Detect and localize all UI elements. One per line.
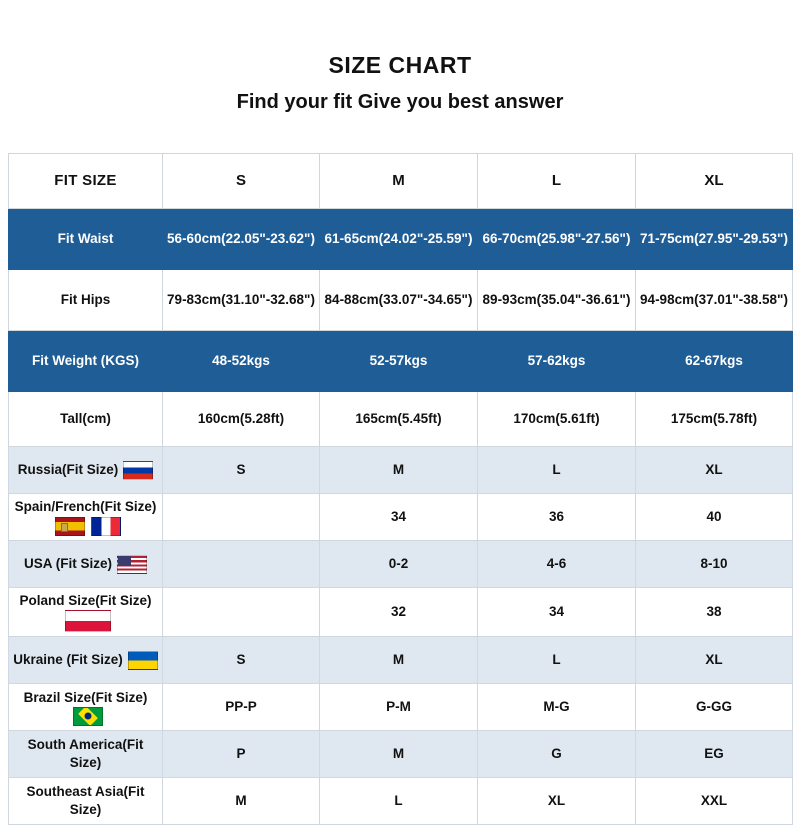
russia-flag-icon [123,461,153,480]
cell-tall-s: 160cm(5.28ft) [163,392,320,447]
cell-fit-waist-m: 61-65cm(24.02"-25.59") [320,209,478,270]
flag-group [65,610,111,632]
column-header-fit-size: FIT SIZE [9,154,163,209]
cell-poland-xl: 38 [636,588,793,637]
cell-spain-french-l: 36 [478,494,636,541]
cell-fit-hips-xl: 94-98cm(37.01"-38.58") [636,270,793,331]
row-label-usa-text: USA (Fit Size) [23,555,112,571]
row-label-poland [9,588,163,637]
column-header-m: M [320,154,478,209]
cell-usa-m: 0-2 [320,541,478,588]
cell-ukraine-s: S [163,637,320,684]
cell-fit-hips-m: 84-88cm(33.07"-34.65") [320,270,478,331]
cell-russia-m: M [320,447,478,494]
row-label-spain-french [9,494,163,541]
cell-russia-l: L [478,447,636,494]
table-row [9,588,793,637]
cell-fit-waist-l: 66-70cm(25.98"-27.56") [478,209,636,270]
cell-russia-xl: XL [636,447,793,494]
table-row [9,270,793,331]
cell-poland-l: 34 [478,588,636,637]
france-flag-icon [91,517,121,536]
flag-group [73,707,103,726]
cell-fit-hips-s: 79-83cm(31.10"-32.68") [163,270,320,331]
cell-southeast-asia-m: L [320,778,478,825]
row-label-south-america: South America(Fit Size) [9,731,163,778]
row-label-russia-text: Russia(Fit Size) [17,461,119,477]
column-header-l: L [478,154,636,209]
cell-brazil-xl: G-GG [636,684,793,731]
row-label-ukraine [9,637,163,684]
table-row [9,731,793,778]
table-row [9,209,793,270]
cell-tall-xl: 175cm(5.78ft) [636,392,793,447]
cell-tall-l: 170cm(5.61ft) [478,392,636,447]
cell-fit-waist-xl: 71-75cm(27.95"-29.53") [636,209,793,270]
row-label-brazil-text: Brazil Size(Fit Size) [23,689,148,705]
usa-flag-icon [117,555,147,574]
cell-south-america-l: G [478,731,636,778]
cell-brazil-l: M-G [478,684,636,731]
row-label-fit-waist: Fit Waist [9,209,163,270]
cell-usa-s [163,541,320,588]
row-label-fit-hips: Fit Hips [9,270,163,331]
row-label-brazil [9,684,163,731]
row-label-usa [9,541,163,588]
cell-fit-weight-l: 57-62kgs [478,331,636,392]
cell-usa-l: 4-6 [478,541,636,588]
table-row [9,392,793,447]
table-row [9,331,793,392]
cell-southeast-asia-s: M [163,778,320,825]
row-label-southeast-asia: Southeast Asia(Fit Size) [9,778,163,825]
cell-southeast-asia-xl: XXL [636,778,793,825]
table-row [9,541,793,588]
cell-ukraine-l: L [478,637,636,684]
flag-group [55,517,121,536]
column-header-xl: XL [636,154,793,209]
flag-group [117,555,147,574]
cell-southeast-asia-l: XL [478,778,636,825]
flag-group [128,651,158,670]
table-row [9,637,793,684]
table-row [9,447,793,494]
cell-poland-m: 32 [320,588,478,637]
page-subtitle: Find your fit Give you best answer [236,90,564,113]
cell-brazil-m: P-M [320,684,478,731]
table-row [9,778,793,825]
cell-fit-weight-xl: 62-67kgs [636,331,793,392]
row-label-ukraine-text: Ukraine (Fit Size) [13,651,123,667]
cell-south-america-s: P [163,731,320,778]
brazil-flag-icon [73,707,103,726]
cell-fit-weight-m: 52-57kgs [320,331,478,392]
column-header-s: S [163,154,320,209]
row-label-poland-text: Poland Size(Fit Size) [19,593,152,608]
cell-south-america-m: M [320,731,478,778]
cell-fit-hips-l: 89-93cm(35.04"-36.61") [478,270,636,331]
cell-fit-waist-s: 56-60cm(22.05"-23.62") [163,209,320,270]
cell-spain-french-xl: 40 [636,494,793,541]
cell-brazil-s: PP-P [163,684,320,731]
flag-group [123,461,153,480]
ukraine-flag-icon [128,651,158,670]
cell-usa-xl: 8-10 [636,541,793,588]
row-label-fit-weight: Fit Weight (KGS) [9,331,163,392]
row-label-russia [9,447,163,494]
row-label-spain-french-text: Spain/French(Fit Size) [14,499,157,515]
cell-spain-french-m: 34 [320,494,478,541]
table-header-row [9,154,793,209]
chart-header [0,0,800,114]
cell-poland-s [163,588,320,637]
cell-tall-m: 165cm(5.45ft) [320,392,478,447]
cell-ukraine-xl: XL [636,637,793,684]
spain-flag-icon [55,517,85,536]
row-label-tall: Tall(cm) [9,392,163,447]
page-title: SIZE CHART [328,52,472,78]
size-chart-table [8,153,793,825]
cell-south-america-xl: EG [636,731,793,778]
poland-flag-icon [65,610,111,632]
cell-ukraine-m: M [320,637,478,684]
cell-fit-weight-s: 48-52kgs [163,331,320,392]
table-row [9,684,793,731]
table-row [9,494,793,541]
cell-russia-s: S [163,447,320,494]
cell-spain-french-s [163,494,320,541]
